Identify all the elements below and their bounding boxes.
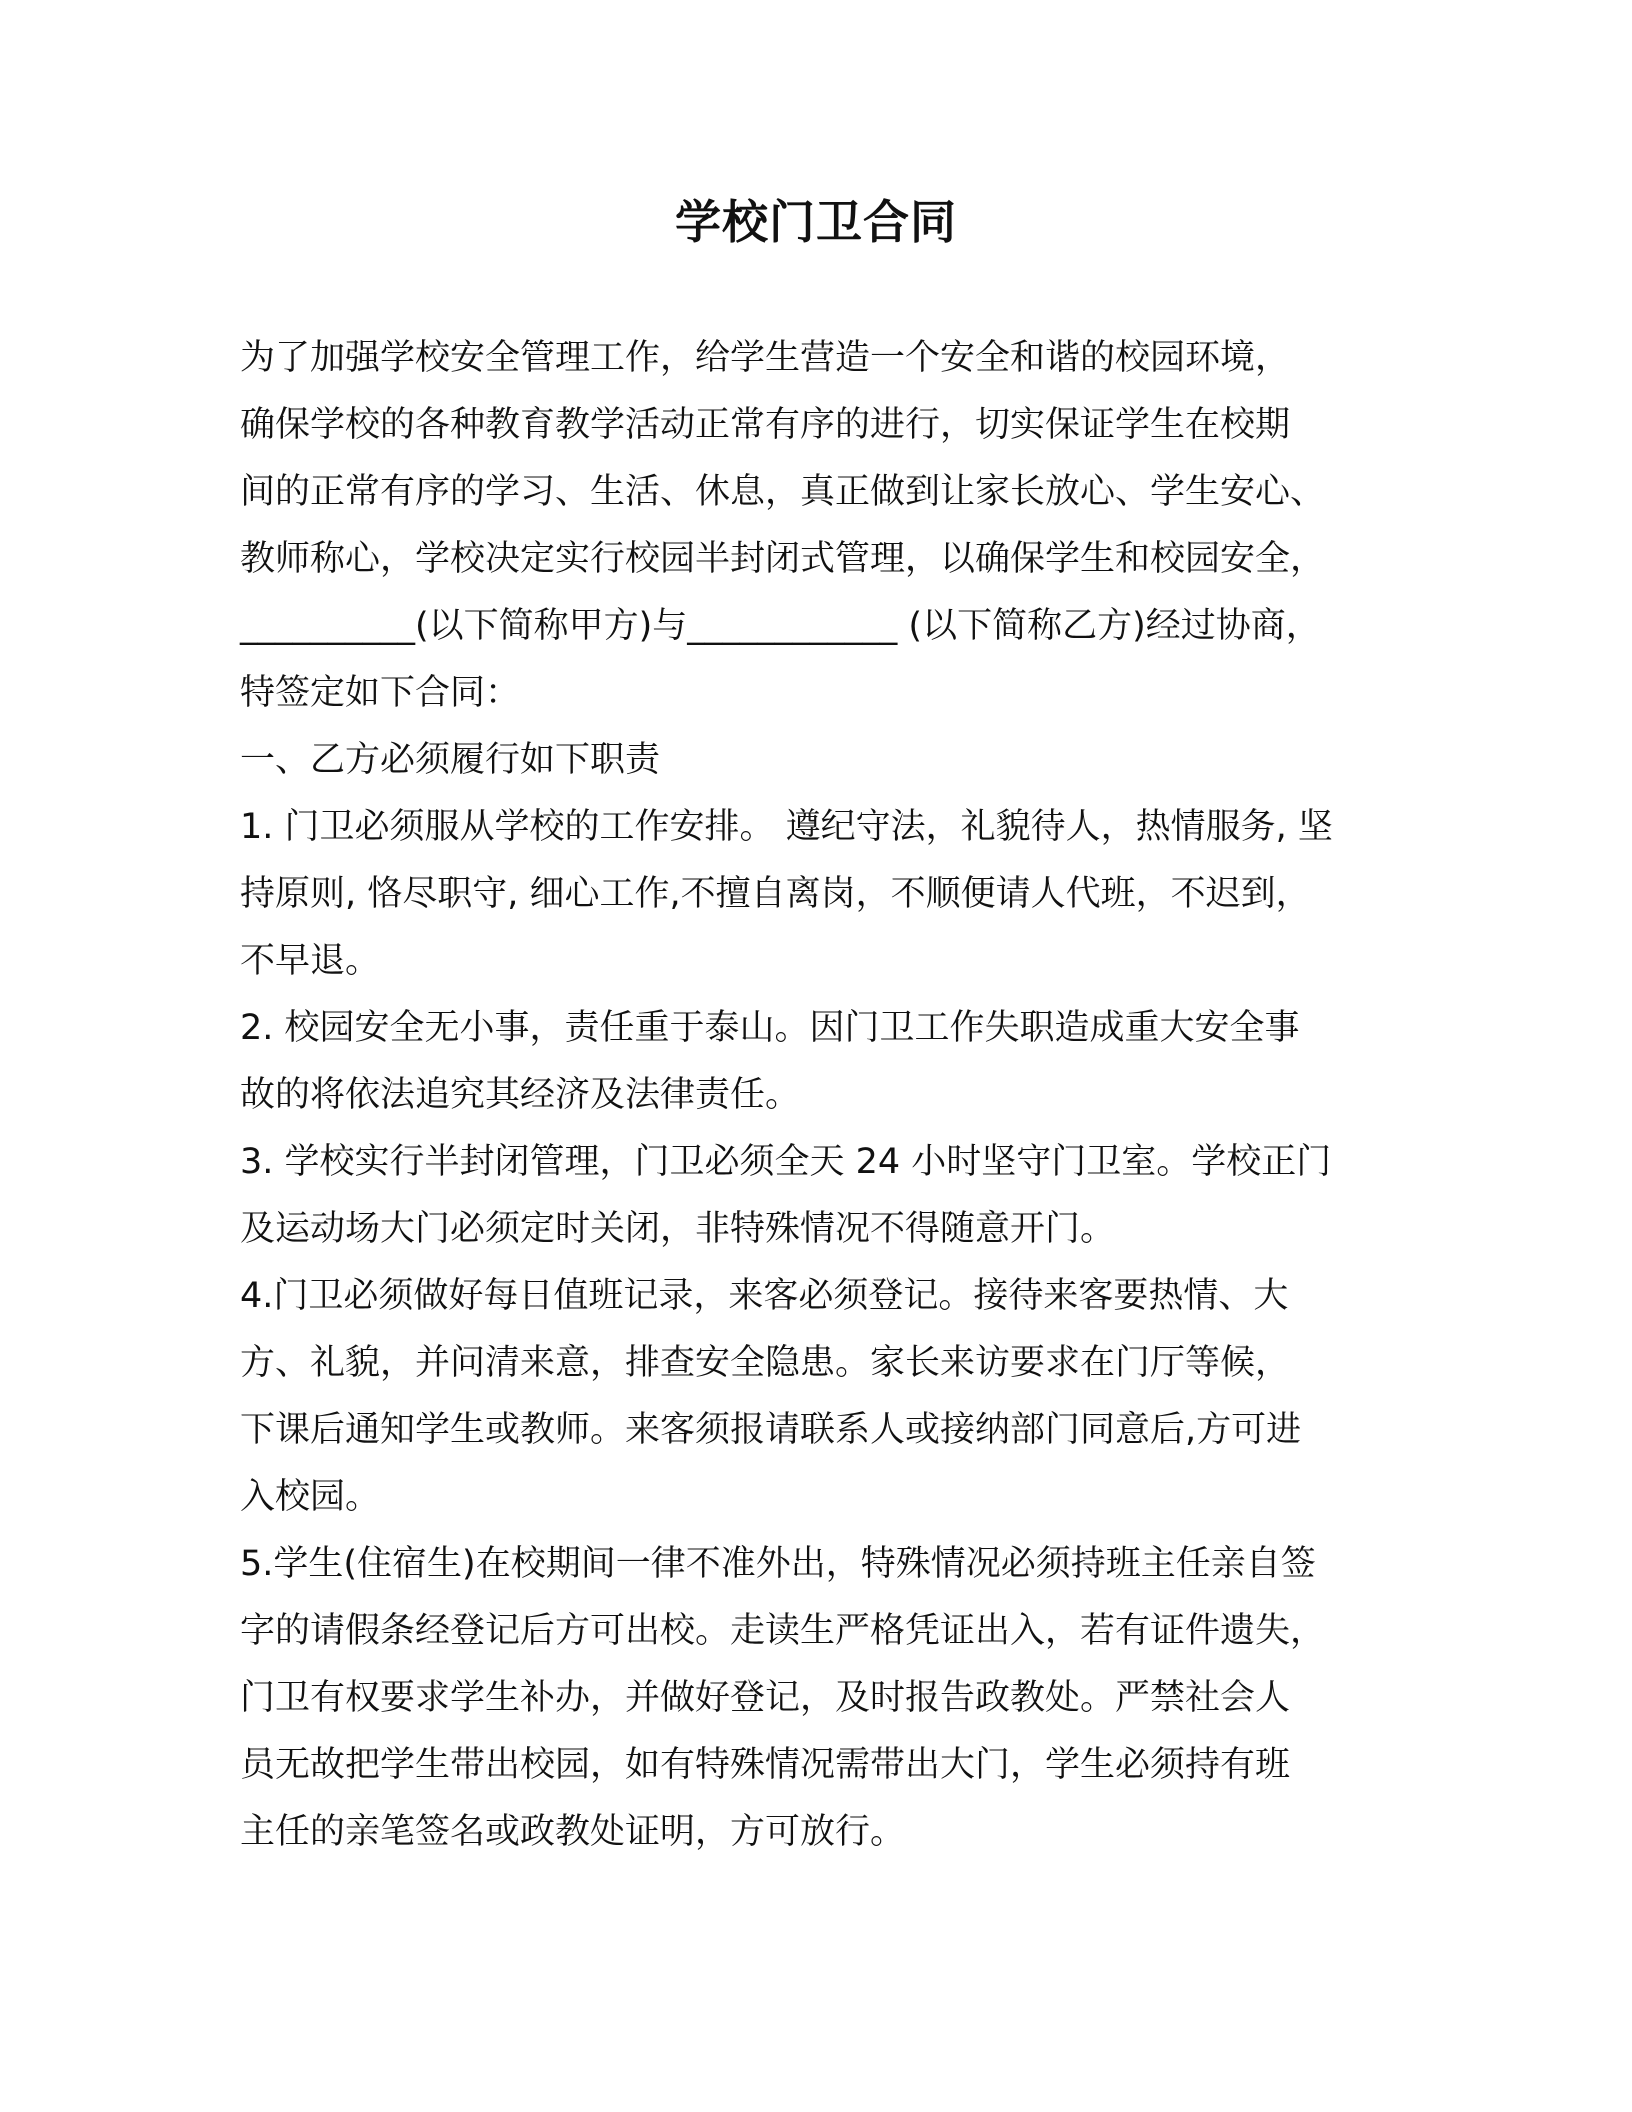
text-line: 不早退。	[240, 941, 381, 981]
text-line: 特签定如下合同：	[240, 673, 521, 713]
text-line: 确保学校的各种教育教学活动正常有序的进行，切实保证学生在校期	[240, 405, 1291, 445]
text-line: 为了加强学校安全管理工作，给学生营造一个安全和谐的校园环境，	[240, 338, 1291, 378]
text-line: 入校园。	[240, 1477, 381, 1517]
text-line: 故的将依法追究其经济及法律责任。	[240, 1075, 801, 1115]
section-heading: 一、乙方必须履行如下职责	[240, 740, 661, 780]
text-line: 教师称心，学校决定实行校园半封闭式管理，以确保学生和校园安全，	[240, 539, 1326, 579]
text-line: 持原则, 恪尽职守, 细心工作,不擅自离岗，不顺便请人代班，不迟到，	[240, 874, 1311, 914]
text-line: 间的正常有序的学习、生活、休息，真正做到让家长放心、学生安心、	[240, 472, 1326, 512]
document-body	[240, 325, 1400, 1866]
text-line: 方、礼貌，并问清来意，排查安全隐患。家长来访要求在门厅等候，	[240, 1343, 1291, 1383]
text-line: 主任的亲笔签名或政教处证明，方可放行。	[240, 1812, 906, 1852]
text-line: 员无故把学生带出校园，如有特殊情况需带出大门，学生必须持有班	[240, 1745, 1291, 1785]
text-line: 门卫有权要求学生补办，并做好登记，及时报告政教处。严禁社会人	[240, 1678, 1291, 1718]
text-line: 3. 学校实行半封闭管理，门卫必须全天 24 小时坚守门卫室。学校正门	[240, 1142, 1332, 1182]
text-line: 5.学生(住宿生)在校期间一律不准外出，特殊情况必须持班主任亲自签	[240, 1544, 1316, 1584]
text-line: __________(以下简称甲方)与____________ (以下简称乙方)经过协商，	[240, 606, 1321, 646]
text-line: 2. 校园安全无小事，责任重于泰山。因门卫工作失职造成重大安全事	[240, 1008, 1300, 1048]
text-line: 及运动场大门必须定时关闭，非特殊情况不得随意开门。	[240, 1209, 1116, 1249]
text-line: 1. 门卫必须服从学校的工作安排。 遵纪守法，礼貌待人，热情服务, 坚	[240, 807, 1333, 847]
text-line: 4.门卫必须做好每日值班记录，来客必须登记。接待来客要热情、大	[240, 1276, 1289, 1316]
text-line: 字的请假条经登记后方可出校。走读生严格凭证出入，若有证件遗失，	[240, 1611, 1326, 1651]
document-title: 学校门卫合同	[675, 195, 957, 249]
text-line: 下课后通知学生或教师。来客须报请联系人或接纳部门同意后,方可进	[240, 1410, 1302, 1450]
